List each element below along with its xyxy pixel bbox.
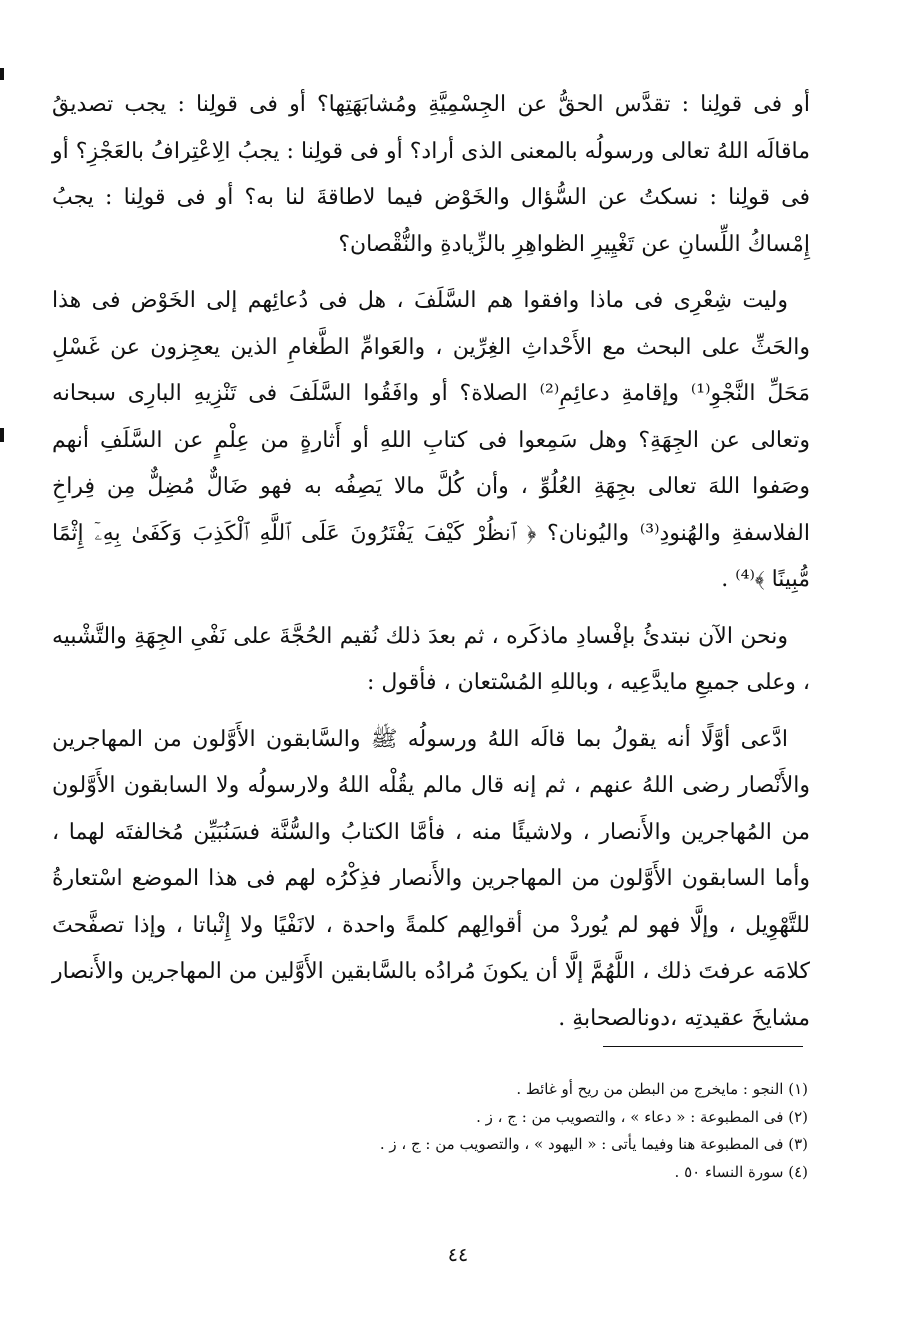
footnote: (٤) سورة النساء ٥٠ . xyxy=(674,1162,808,1181)
footnote: (٣) فى المطبوعة هنا وفيما يأتى : « اليهود » ، والتصويب من : ج ، ز . xyxy=(379,1135,808,1153)
footnote: (٢) فى المطبوعة : « دعاء » ، والتصويب من : ج ، ز . xyxy=(476,1107,808,1126)
footnote-separator xyxy=(603,1046,803,1047)
scan-edge-mark xyxy=(0,68,4,80)
main-text xyxy=(52,82,810,1042)
paragraph: ادَّعى أوَّلًا أنه يقولُ بما قالَه اللهُ ورسولُه ﷺ والسَّابقون الأَوَّلون من المهاجرين والأَنْصار رضى اللهُ عنهم ، ثم إنه قال مالم يقُلْه اللهُ ولارسولُه ولا السابقون الأَوَّلون من المُهاجرين والأَنصار ، ولاشيئًا منه ، فأمَّا الكتابُ والسُّنَّة فسَنُبَيِّن مُخالفتَه لهما ، وأما السابقون الأَوَّلون من المهاجرين والأَنصار فذِكْرُه لهم فى هذا الموضع اسْتعارةُ للتَّهْوِيل ، وإلَّا فهو لم يُوردْ من أقوالِهم كلمةً واحدة ، لانَفْيًا ولا إِثْباتا ، وإذا تصفَّحتَ كلامَه عرفتَ ذلك ، اللَّهُمَّ إلَّا أن يكونَ مُرادُه بالسَّابقين الأَوَّلين من المهاجرين والأَنصار مشايخَ عقيدتِه ،دونالصحابةِ . xyxy=(52,726,810,1031)
page-number: ٤٤ xyxy=(447,1244,469,1266)
paragraph: ونحن الآن نبتدئُ بإفْسادِ ماذكَره ، ثم بعدَ ذلك نُقيم الحُجَّةَ على نَفْىِ الجِهَةِ والتَّشْبيه ، وعلى جميعِ مايدَّعِيه ، وباللهِ المُسْتعان ، فأقول : xyxy=(52,623,810,695)
paragraph: وليت شِعْرِى فى ماذا وافقوا هم السَّلَفَ ، هل فى دُعائِهم إلى الخَوْض فى هذا والحَثِّ على البحث مع الأَحْداثِ الغِرِّين ، والعَوامِّ الطَّغامِ الذين يعجِزون عن غَسْلِ مَحَلِّ النَّجْوِ⁽¹⁾ وإقامةِ دعائِمِ⁽²⁾ الصلاة؟ أو وافَقُوا السَّلَفَ فى تَنْزِيهِ البارِى سبحانه وتعالى عن الجِهَةِ؟ وهل سَمِعوا فى كتابِ اللهِ أو أَثارةٍ من عِلْمٍ عن السَّلَفِ أنهم وصَفوا اللهَ تعالى بجِهَةِ العُلُوِّ ، وأن كُلَّ مالا يَصِفُه به فهو ضَالٌّ مُضِلٌّ مِن فِراخِ الفلاسفةِ والهُنودِ⁽³⁾ واليُونان؟ ﴿ ٱنظُرْ كَيْفَ يَفْتَرُونَ عَلَى ٱللَّهِ ٱلْكَذِبَ وَكَفَىٰ بِهِۦٓ إِثْمًا مُّبِينًا ﴾⁽⁴⁾ . xyxy=(52,288,810,592)
footnotes xyxy=(200,1076,808,1186)
paragraph: أو فى قولِنا : تقدَّس الحقُّ عن الجِسْمِيَّةِ ومُشابَهَتِها؟ أو فى قولِنا : يجب تصديقُ ماقالَه اللهُ تعالى ورسولُه بالمعنى الذى أراد؟ أو فى قولِنا : يجبُ الِاعْتِرافُ بالعَجْزِ؟ أو فى قولِنا : نسكتُ عن السُّؤال والخَوْض فيما لاطاقةَ لنا به؟ أو فى قولِنا : يجبُ إِمْساكُ اللِّسانِ عن تَغْيِيرِ الظواهِرِ بالزِّيادةِ والنُّقْصان؟ xyxy=(52,92,810,257)
footnote: (١) النجو : مايخرج من البطن من ريح أو غائط . xyxy=(516,1080,808,1098)
scan-edge-mark xyxy=(0,428,4,442)
